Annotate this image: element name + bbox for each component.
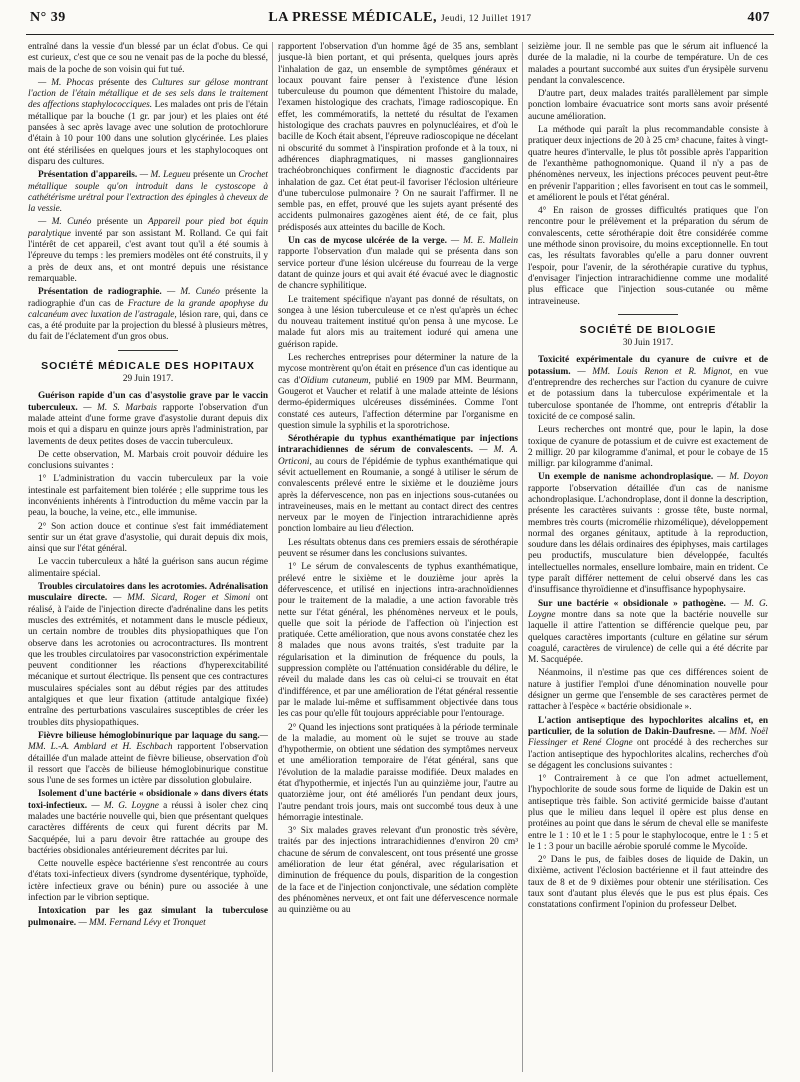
paragraph: Les recherches entreprises pour déterminer la nature de la mycose montrèrent qu'on était en présence d'un cas identique au cas d'Oïdium cutaneum, publié en 1909 par MM. Beurmann, Gougerot et Vaucher et relatif à une malade atteinte de lésions dermo-épidermiques ulcéreuses disséminées. Comme l'ont constaté ces auteurs, l'affection détermine par l'organisme en question simule la syphilis et la sporotrichose. (278, 353, 518, 431)
society-title: SOCIÉTÉ MÉDICALE DES HOPITAUX (41, 359, 255, 372)
paragraph: L'action antiseptique des hypochlorites alcalins et, en particulier, de la solution de Dakin-Daufresne. — MM. Noël Fiessinger et René Clogne ont procédé à des recherches sur l'action antiseptique des hypochlorites alcalins, recherches d'où se dégagent les conclusions suivantes : (528, 715, 768, 771)
paragraph: seizième jour. Il ne semble pas que le sérum ait influencé la durée de la maladie, ni la courbe de température. Un de ces malades a pourtant succombé aux suites d'un érysipèle survenu pendant la convalescence. (528, 42, 768, 86)
paragraph: — M. Phocas présente des Cultures sur gélose montrant l'action de l'étain métallique et de ses sels dans le traitement des affections staphylococciques. Les malades ont pris de l'étain métallique par la bouche (1 gr. par jour) et les plaies ont été pansées à sec après lavage avec une solution de protochlorure d'étain à 10 pour 100 dans une solution glycérinée. Les plaies ont été stérilisées en quelques jours et les staphylocoques ont disparu des cultures. (28, 77, 268, 167)
paragraph: Fièvre bilieuse hémoglobinurique par laquage du sang.—MM. L.-A. Amblard et H. Eschbach rapportent l'observation détaillée d'un malade atteint de fièvre bilieuse, observation d'où il ressort que l'accès de bilieuse hémoglobinurique constitue sous l'une de ses formes un ictère par dissolution globulaire. (28, 730, 268, 787)
paragraph: 2° Son action douce et continue s'est fait immédiatement sentir sur un état grave d'asystolie, qui durait depuis dix mois, ainsi que sur l'état général. (28, 521, 268, 555)
paragraph: 2° Dans le pus, de faibles doses de liquide de Dakin, un dixième, activent l'éclosion bactérienne et il faut atteindre des taux de 8 et de 9 dixièmes pour obtenir une stérilisation. Ces taux sont d'autant plus élevés que le pus est plus épais. Ces constatations confirment l'opinion du professeur Delbet. (528, 855, 768, 911)
paragraph: Isolement d'une bactérie « obsidionale » dans divers états toxi-infectieux. — M. G. Loygne a réussi à isoler chez cinq malades une bactérie nouvelle qui, bien que présentant quelques caractères différents de ceux qui furent décrits par M. Sacquépée, lui a paru devoir être rattachée au groupe des bactéries obsidionales antérieurement décrites par lui. (28, 789, 268, 856)
paragraph: 3° Six malades graves relevant d'un pronostic très sévère, traités par des injections intrarachidiennes d'environ 20 cm³ chacune de sérum de convalescent, ont tous présenté une grosse amélioration de leur état général, avec régularisation et diminution de fréquence du pouls, disparition de la congestion de la face et de l'injection conjonctivale, une sédation complète des phénomènes nerveux, et ont fait une défervescence normale au quinzième ou au (278, 826, 518, 916)
paragraph: Toxicité expérimentale du cyanure de cuivre et de potassium. — MM. Louis Renon et R. Mignot, en vue d'entreprendre des recherches sur l'action du cyanure de cuivre et de potassium dans la tuberculose expérimentale et la tuberculose spontanée de l'homme, ont entrepris d'établir la toxicité de ce composé salin. (528, 355, 768, 422)
paragraph: Guérison rapide d'un cas d'asystolie grave par le vaccin tuberculeux. — M. S. Marbais rapporte l'observation d'un malade atteint d'une forme grave d'asystolie durant depuis dix mois et qui a disparu en quinze jours après l'administration, par lavements de deux petites doses de vaccin tuberculeux. (28, 391, 268, 447)
session-date: 30 Juin 1917. (622, 338, 674, 349)
paragraph: Troubles circulatoires dans les acrotomies. Adrénalisation musculaire directe. — MM. Sicard, Roger et Simoni ont réalisé, à l'aide de l'injection directe d'adrénaline dans les petits muscles des extrémités, et notamment dans le muscle pédieux, un certain nombre de troubles dits physiopathiques que l'on observe dans les acrotonies ou acrocontractures. Ils montrent que les troubles circulatoires par vasoconstriction expérimentale peuvent conditionner les réactions d'hyperexcitabilité mécanique et surtout électrique. Ils pensent que ces contractures musculaires spéciales sont au début régies par des attitudes antalgiques et que leur fixation (attitude antalgique fixée) entraîne des perturbations vasculaires susceptibles de créer les troubles dits physiopathiques. (28, 582, 268, 728)
paragraph: 1° Le sérum de convalescents de typhus exanthématique, prélevé entre le sixième et le douzième jour après la défervescence, et utilisé en injections intra-arachnoïdiennes pour le traitement de la maladie, a une action favorable très nette sur l'état général, les phénomènes nerveux et le pouls, quelle que soit la période de l'affection où l'injection est pratiquée. Cette amélioration, que nous avons constatée chez les 8 malades que nous avons traités, s'est traduite par la régularisation et la diminution de fréquence du pouls, la suppression complète ou l'atténuation considérable du délire, le réveil du malade dans les cas où celui-ci se trouvait en état d'indifférence, et par une amélioration de l'état général ressentie par le malade lui-même et suffisamment objectivée dans tous les cas pour qu'elle fût toujours appréciable pour l'entourage. (278, 562, 518, 720)
paragraph: Un exemple de nanisme achondroplasique. — M. Doyon rapporte l'observation détaillée d'un cas de nanisme achondroplasique. L'achondroplase, dont il donne la description, présente les caractères suivants : grosse tête, buste normal, membres très courts (micromélie rhizomélique), développement normal des organes génitaux, aptitude à la reproduction, soudure dans les délais ordinaires des épiphyses, mais cartilages peu productifs, musculature bien développée, facultés intellectuelles normales, ensellure lombaire, main en trident. Ce type paraît différer nettement de celui observé dans les cas d'insuffisance thyroïdienne et d'insuffisance hypophysaire. (528, 472, 768, 596)
paragraph: Présentation d'appareils. — M. Legueu présente un Crochet métallique souple qu'on introduit dans le cystoscope à cathétérisme urétral pour l'extraction des épingles à cheveux de la vessie. (28, 170, 268, 215)
paragraph: Le traitement spécifique n'ayant pas donné de résultats, on songea à une lésion tuberculeuse et ce n'est qu'après un échec du nouveau traitement institué qu'on pensa à une mycose. Le malade fut alors mis au traitement ioduré qui amena une guérison rapide. (278, 294, 518, 350)
column-left (28, 42, 268, 1074)
paragraph: Le vaccin tuberculeux a hâté la guérison sans aucun régime alimentaire spécial. (28, 557, 268, 579)
journal-name: LA PRESSE MÉDICALE, (268, 10, 438, 25)
paragraph: Présentation de radiographie. — M. Cunéo présente la radiographie d'un cas de Fracture de la grande apophyse du calcanéum avec luxation de l'astragale, lésion rare, qui, dans ce cas, a été produite par la projection du blessé à plusieurs mètres, du fait de l'éclatement d'un gros obus. (28, 287, 268, 343)
column-right (528, 42, 768, 1074)
session-date: 29 Juin 1917. (122, 374, 174, 385)
paragraph: — M. Cunéo présente un Appareil pour pied bot équin paralytique inventé par son assistant M. Rolland. Ce qui fait l'intérêt de cet appareil, c'est avant tout qu'il a été soumis à l'épreuve du temps : les premiers modèles ont été construits, il y a près de deux ans, et ont montré depuis une résistance remarquable. (28, 217, 268, 284)
issue-number: N° 39 (30, 10, 66, 25)
paragraph: Les résultats obtenus dans ces premiers essais de sérothérapie peuvent se résumer dans les conclusions suivantes. (278, 537, 518, 560)
paragraph: Néanmoins, il n'estime pas que ces différences soient de nature à justifier l'emploi d'une dénomination nouvelle pour désigner un germe que l'ensemble de ses caractères permet de rattacher à l'espèce « bactérie obsidionale ». (528, 668, 768, 713)
paragraph: Sur une bactérie « obsidionale » pathogène. — M. G. Loygne montre dans sa note que la bactérie nouvelle sur laquelle il attire l'attention se différencie quelque peu, par quelques caractères importants (culture en gélatine sur sérum coagulé, caractères de virulence) de celle qui a été décrite par M. Sacquépée. (528, 598, 768, 666)
column-divider (522, 42, 523, 1072)
journal-title (26, 10, 774, 26)
paragraph: 1° L'administration du vaccin tuberculeux par la voie intestinale est parfaitement bien tolérée ; elle supprime tous les inconvénients inhérents à l'introduction du même vaccin par la peau, la bouche, la veine, etc., elle immunise. (28, 474, 268, 519)
paragraph: rapportent l'observation d'un homme âgé de 35 ans, semblant jusque-là bien portant, et qui présenta, quelques jours après l'inhalation de gaz, un ensemble de symptômes généraux et locaux pouvant faire penser à l'existence d'une lésion tuberculeuse du poumon que démentent l'histoire du malade, l'examen histologique des crachats, l'image radioscopique. En effet, les commémoratifs, la netteté du résultat de l'examen histologique des crachats pauvres en polynucléaires, et d'où le bacille de Koch était absent, l'épreuve radioscopique ne décelant ni obscurité du sommet à l'inspiration profonde et à la toux, ni adhérences diaphragmatiques, ni masses ganglionnaires trachéobronchiques confirment le diagnostic d'accidents par inhalation de gaz. Cet état peut-il favoriser l'éclosion ultérieure d'une tuberculose pulmonaire ? On ne saurait l'affirmer. Il ne semble pas, en effet, prouvé que les sujets ayant présenté des accidents pulmonaires gazogènes aient été, de ce fait, plus prédisposés aux atteintes du bacille de Koch. (278, 42, 518, 233)
section-rule (118, 350, 178, 351)
column-divider (272, 42, 273, 1072)
paragraph: Cette nouvelle espèce bactérienne s'est rencontrée au cours d'états toxi-infectieux divers (syndrome dysentérique, typhoïde, ictère infectieux grave ou bénin) pure ou associée à une infection par le vibrion septique. (28, 859, 268, 904)
section-rule (618, 314, 678, 315)
paragraph: Leurs recherches ont montré que, pour le lapin, la dose toxique de cyanure de potassium et de cuivre est exactement de 2 milligr. 20 par kilogramme d'animal, et pour le cobaye de 15 milligr. par kilogramme d'animal. (528, 425, 768, 470)
paragraph: Un cas de mycose ulcérée de la verge. — M. E. Mallein rapporte l'observation d'un malade qui se présenta dans son service porteur d'une lésion ulcéreuse du fourreau de la verge datant de quinze jours et qui avait été évacué avec le diagnostic de chancre syphilitique. (278, 236, 518, 292)
page-number: 407 (747, 10, 770, 25)
page-header (26, 10, 774, 32)
paragraph: Sérothérapie du typhus exanthématique par injections intrarachidiennes de sérum de convalescents. — M. A. Orticoni, au cours de l'épidémie de typhus exanthématique qui sévit actuellement en Roumanie, a songé à utiliser le sérum de convalescents prélevé entre le sixième et le douzième jours après la défervescence, non pas en injections sous-cutanées ou intraveineuses, mais en le mettant au contact direct des centres nerveux par le moyen de l'injection intrarachidienne après ponction lombaire au lieu d'élection. (278, 434, 518, 535)
paragraph: 2° Quand les injections sont pratiquées à la période terminale de la maladie, au moment où le sujet se trouve au stade d'hypothermie, on obtient une sédation des symptômes nerveux et une amélioration temporaire de l'état général, sans que l'évolution de la maladie paraisse modifiée. Deux malades en état d'hypothermie, et injectés l'un au quinzième jour, l'autre au quatorzième jour, ont été améliorés l'un pendant deux jours, l'autre pendant trois jours, mais ont succombé tous deux à une hémorragie intestinale. (278, 722, 518, 823)
paragraph: 4° En raison de grosses difficultés pratiques que l'on rencontre pour le prélèvement et la préparation du sérum de convalescents, cette sérothérapie doit être considérée comme une méthode sinon provisoire, du moins exceptionnelle. En tout cas, les résultats favorables qu'elle a paru donner ouvrent l'espoir, pour l'avenir, de la sérothérapie curative du typhus, d'envisager l'injection intrarachidienne comme une modalité plus efficace que l'injection sous-cutanée ou même intraveineuse. (528, 206, 768, 307)
paragraph: D'autre part, deux malades traités parallèlement par simple ponction lombaire évacuatrice sont morts sans avoir présenté aucune amélioration. (528, 89, 768, 122)
society-title: SOCIÉTÉ DE BIOLOGIE (579, 323, 717, 336)
paragraph: La méthode qui paraît la plus recommandable consiste à pratiquer deux injections de 20 à 25 cm³ chacune, faites à vingt-quatre heures d'intervalle, le plus tôt possible après l'apparition de l'exanthème pathognomonique. Quand il n'y a pas de phénomènes nerveux, les injections précoces peuvent peut-être en prévenir l'apparition ; elles favorisent en tout cas le sommeil, et améliorent le pouls et l'état général. (528, 125, 768, 203)
paragraph: 1° Contrairement à ce que l'on admet actuellement, l'hypochlorite de soude sous forme de liquide de Dakin est un antiseptique très faible. Son activité germicide baisse d'autant plus que le milieu dans lequel il opère est plus dense en protéines au point que dans le sérum de cheval elle se manifeste entre le 1 : 10 et le 1 : 5 pour le staphylocoque, entre le 1 : 5 et le 1 : 3 pour un bacille aérobie sporulé comme le Mycoïde. (528, 774, 768, 852)
header-rule (26, 34, 774, 35)
paragraph: De cette observation, M. Marbais croit pouvoir déduire les conclusions suivantes : (28, 449, 268, 472)
paragraph: entraîné dans la vessie d'un blessé par un éclat d'obus. Ce qui est curieux, c'est que ce sou ne venait pas de la poche du blessé, mais de la poche de son voisin qui fut tué. (28, 42, 268, 75)
issue-date: Jeudi, 12 Juillet 1917 (441, 14, 532, 24)
column-middle (278, 42, 518, 1074)
paragraph: Intoxication par les gaz simulant la tuberculose pulmonaire. — MM. Fernand Lévy et Tronquet (28, 906, 268, 928)
